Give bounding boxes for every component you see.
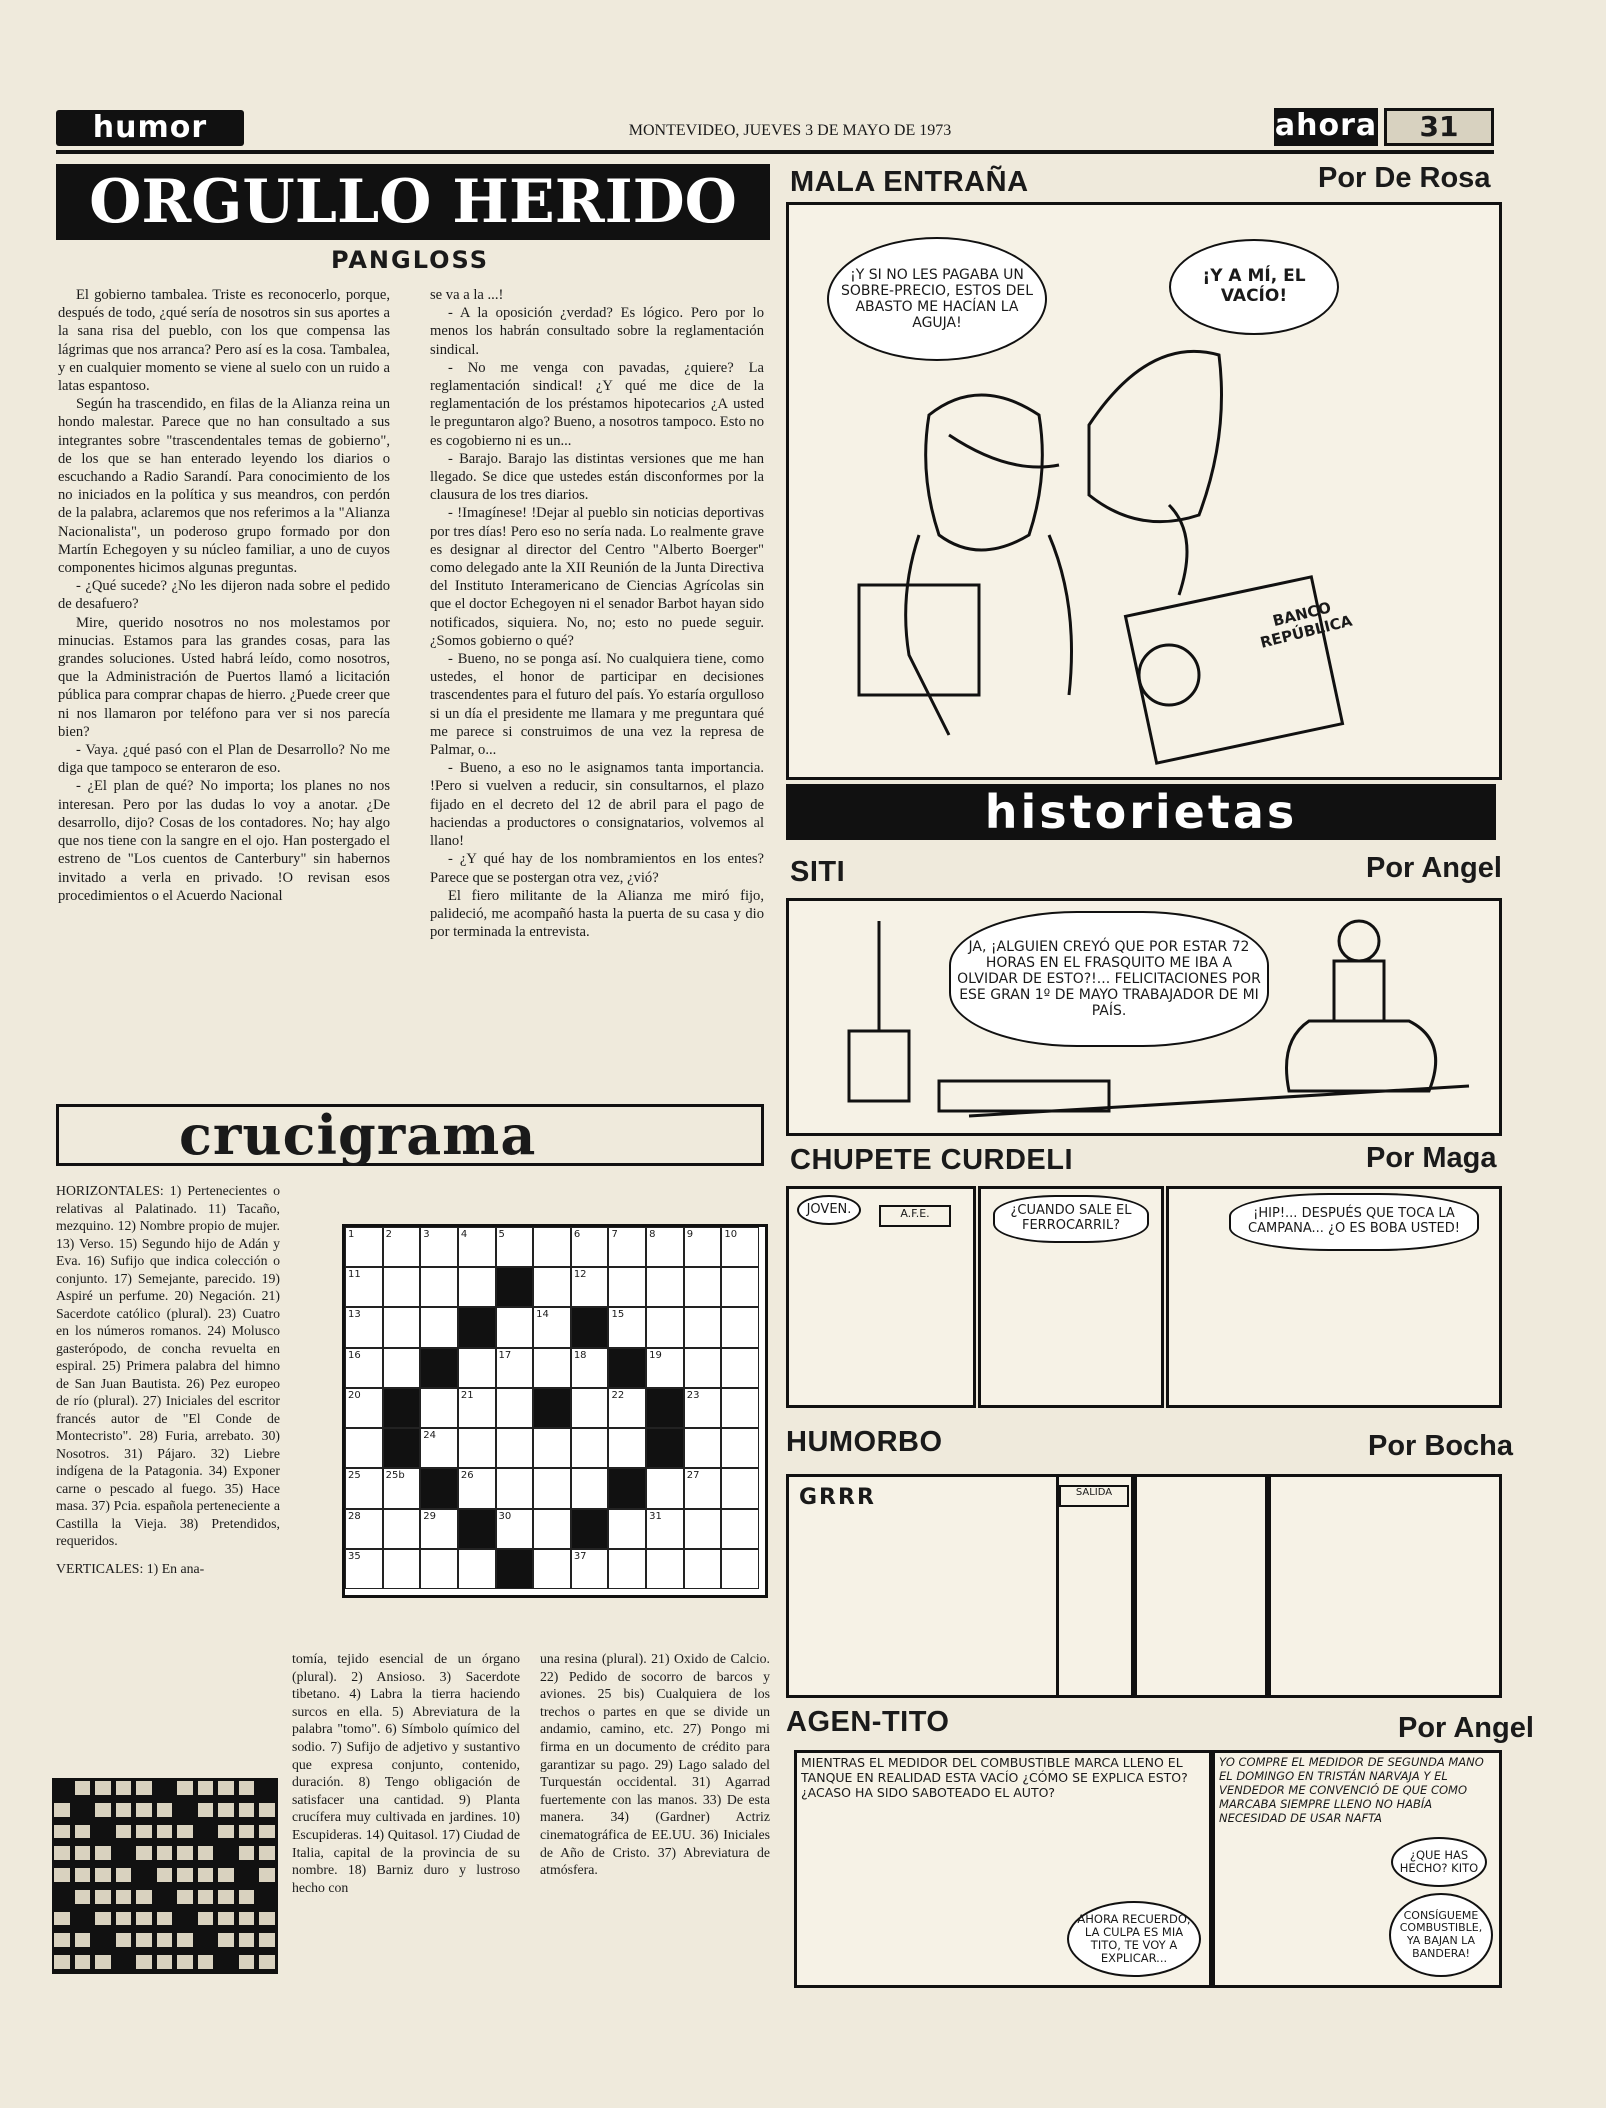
clues-vertical-start: VERTICALES: 1) En ana- <box>56 1560 205 1576</box>
grid-cell[interactable] <box>721 1267 759 1307</box>
solution-cell <box>198 1912 214 1926</box>
grid-cell[interactable]: 10 <box>721 1227 759 1267</box>
grid-cell[interactable] <box>533 1428 571 1468</box>
solution-cell <box>54 1868 70 1882</box>
speech-bubble: JOVEN. <box>797 1195 861 1225</box>
solution-cell <box>259 1912 275 1926</box>
grid-black-cell <box>533 1388 571 1428</box>
article-byline: PANGLOSS <box>330 246 490 274</box>
grid-cell[interactable] <box>420 1549 458 1589</box>
grid-cell[interactable] <box>533 1348 571 1388</box>
grid-black-cell <box>646 1428 684 1468</box>
grid-cell[interactable] <box>684 1509 722 1549</box>
grid-cell[interactable] <box>721 1468 759 1508</box>
solution-cell <box>54 1955 70 1969</box>
solution-cell <box>95 1912 111 1926</box>
solution-cell <box>218 1781 234 1795</box>
comic-panel-1 <box>786 1186 976 1408</box>
solution-cell <box>239 1825 255 1839</box>
comic-panel-4 <box>1268 1474 1502 1698</box>
grid-cell[interactable] <box>721 1388 759 1428</box>
comic-panel-3 <box>1166 1186 1502 1408</box>
solution-cell <box>136 1912 152 1926</box>
grid-cell[interactable] <box>458 1348 496 1388</box>
strip-title-agentito: AGEN-TITO <box>786 1706 950 1738</box>
solution-cell <box>95 1803 111 1817</box>
solution-cell <box>136 1825 152 1839</box>
solution-cell <box>177 1955 193 1969</box>
solution-cell <box>239 1781 255 1795</box>
grid-cell[interactable] <box>458 1428 496 1468</box>
solution-cell <box>116 1890 132 1904</box>
grid-cell[interactable] <box>496 1468 534 1508</box>
grid-cell[interactable] <box>646 1549 684 1589</box>
clues-vertical: una resina (plural). 21) Oxido de Calcio. 22) Pedido de socorro de barcos y aviones. 25 bis) Cualquiera de los trechos o partes en que se divide un andamio, camino, etc. 27) Pongo mi firma en un documento de crédito para garantizar su pago. 29) Lago salado del Turquestán occidental. 31) Agarrad fuertemente con las manos. 33) De esta manera. 34) (Gardner) Actriz cinematográfica de EE.UU. 36) Iniciales de Año de Cristo. 37) Abreviatura de atmósfera. <box>540 1651 770 1878</box>
grid-cell[interactable]: 30 <box>496 1509 534 1549</box>
solution-cell <box>157 1912 173 1926</box>
grid-cell[interactable]: 19 <box>646 1348 684 1388</box>
article-column-1 <box>58 286 390 1086</box>
grid-cell[interactable] <box>496 1388 534 1428</box>
grid-cell[interactable] <box>458 1267 496 1307</box>
article-paragraph: Según ha trascendido, en filas de la Alianza reina un hondo malestar. Parece que no han consultado a sus integrantes sobre "trascendentales temas de gobierno", de los que se han enterado leyendo los diarios o escuchando a Radio Sarandí. Para conocimiento de los no iniciados en la política y sus meandros, con perdón de la palabra, aclaremos que nos referimos a la "Alianza Nacionalista", un poderoso grupo formado por don Martín Echegoyen y su núcleo familiar, a uno de cuyos componentes hicimos algunas preguntas. <box>58 396 390 577</box>
grid-cell[interactable]: 15 <box>608 1307 646 1347</box>
grid-cell[interactable]: 2 <box>383 1227 421 1267</box>
solution-cell <box>95 1890 111 1904</box>
page-number: 31 <box>1384 108 1494 146</box>
solution-cell <box>157 1846 173 1860</box>
grid-cell[interactable]: 21 <box>458 1388 496 1428</box>
grid-black-cell <box>646 1388 684 1428</box>
article-paragraph: - Bueno, a eso no le asignamos tanta importancia. !Pero si vuelven a reducir, sin consultarnos, el plazo fijado en el decreto del 12 de abril para el pago de haciendas a productores o consignatarios, volvemos al llano! <box>430 760 764 850</box>
grid-cell[interactable] <box>383 1509 421 1549</box>
comic-panel-2 <box>978 1186 1164 1408</box>
solution-cell <box>198 1890 214 1904</box>
grid-cell[interactable] <box>533 1267 571 1307</box>
comic-panel-2 <box>1212 1750 1502 1988</box>
header-rule <box>56 150 1494 154</box>
solution-cell <box>259 1803 275 1817</box>
caption-box: MIENTRAS EL MEDIDOR DEL COMBUSTIBLE MARCA LLENO EL TANQUE EN REALIDAD ESTA VACÍO ¿CÓMO SE EXPLICA ESTO? ¿ACASO HA SIDO SABOTEADO EL AUTO? <box>801 1755 1188 1800</box>
speech-bubble: JA, ¡ALGUIEN CREYÓ QUE POR ESTAR 72 HORAS EN EL FRASQUITO ME IBA A OLVIDAR DE ESTO?!... FELICITACIONES POR ESE GRAN 1º DE MAYO TRABAJADOR DE MI PAÍS. <box>949 911 1269 1047</box>
article-paragraph: - A la oposición ¿verdad? Es lógico. Pero por lo menos los habrán consultado sobre la reglamentación sindical. <box>430 305 764 358</box>
solution-cell <box>157 1955 173 1969</box>
strip-author-siti: Por Angel <box>1366 852 1502 884</box>
article-paragraph: - Barajo. Barajo las distintas versiones que me han llegado. Se dice que ustedes están disconformes por la clausura de los tres diarios. <box>430 450 764 504</box>
solution-cell <box>75 1846 91 1860</box>
grid-cell[interactable] <box>533 1227 571 1267</box>
grid-cell[interactable] <box>684 1348 722 1388</box>
solution-cell <box>239 1803 255 1817</box>
solution-cell <box>198 1955 214 1969</box>
article-paragraph: El gobierno tambalea. Triste es reconocerlo, porque, después de todo, ¿qué sería de nosotros sin sus aportes a la sana risa del pueblo, con los que compensa las lágrimas que nos arranca? Pero así es la cosa. Tambalea, y en cualquier momento se viene al suelo con un ruido a latas espantoso. <box>58 287 390 395</box>
article-paragraph: - !Imagínese! !Dejar al pueblo sin noticias deportivas por tres días! Pero eso no sería nada. Lo realmente grave es designar al director del Centro "Alberto Boerger" como delegado ante la XII Reunión de la Junta Directiva del Instituto Interamericano de Ciencias Agrícolas sin que el doctor Echegoyen ni el senador Barbot hayan sido notificados, siquiera. No, no; esto no puede seguir. ¿Somos gobierno o qué? <box>430 505 764 649</box>
solution-cell <box>54 1803 70 1817</box>
solution-cell <box>95 1781 111 1795</box>
solution-cell <box>54 1933 70 1947</box>
solution-cell <box>136 1933 152 1947</box>
grid-cell[interactable] <box>383 1348 421 1388</box>
clues-vertical: tomía, tejido esencial de un órgano (plural). 2) Ansioso. 3) Sacerdote tibetano. 4) Labra la tierra haciendo surcos en ella. 5) Abreviatura de la palabra "tomo". 6) Símbolo químico del sodio. 7) Sufijo de adjetivo y sustantivo que expresa conjunto, contenido, duración. 8) Tengo obligación de satisfacer una cantidad. 9) Planta crucífera muy cultivada en jardines. 10) Escupideras. 14) Quitasol. 17) Ciudad de Italia, capital de la provincia de su nombre. 18) Barniz duro y lustroso hecho con <box>292 1651 520 1895</box>
solution-cell <box>75 1781 91 1795</box>
grid-cell[interactable]: 1 <box>345 1227 383 1267</box>
strip-title-siti: SITI <box>790 856 846 888</box>
cartoon-drawing <box>789 205 1493 771</box>
grid-cell[interactable] <box>721 1428 759 1468</box>
solution-cell <box>157 1825 173 1839</box>
cartoon-drawing <box>789 901 1493 1127</box>
solution-cell <box>177 1868 193 1882</box>
crossword-grid <box>342 1224 768 1598</box>
section-tag: humor <box>56 110 244 146</box>
solution-cell <box>177 1825 193 1839</box>
grid-cell[interactable]: 26 <box>458 1468 496 1508</box>
solution-cell <box>198 1803 214 1817</box>
solution-cell <box>239 1846 255 1860</box>
crossword-verticales-2 <box>540 1650 770 1980</box>
grid-cell[interactable]: 14 <box>533 1307 571 1347</box>
solution-cell <box>75 1825 91 1839</box>
grid-cell[interactable]: 5 <box>496 1227 534 1267</box>
grid-cell[interactable] <box>646 1307 684 1347</box>
solution-cell <box>136 1781 152 1795</box>
speech-bubble: ¡Y A MÍ, EL VACÍO! <box>1169 239 1339 335</box>
caption-box: YO COMPRE EL MEDIDOR DE SEGUNDA MANO EL DOMINGO EN TRISTÁN NARVAJA Y EL VENDEDOR ME CONVENCIÓ DE QUE COMO MARCABA SIEMPRE LLENO NO HABÍA NECESIDAD DE USAR NAFTA <box>1219 1755 1484 1825</box>
station-sign: A.F.E. <box>879 1205 951 1227</box>
grid-cell[interactable]: 24 <box>420 1428 458 1468</box>
grid-cell[interactable] <box>684 1428 722 1468</box>
article-paragraph: - No me venga con pavadas, ¿quiere? La reglamentación sindical! ¿Y qué me dice de la reglamentación de los préstamos hipotecarios ¿A usted le preguntaron algo? Bueno, a nosotros tampoco. Esto no es cogobierno ni es un... <box>430 359 764 449</box>
grid-cell[interactable]: 18 <box>571 1348 609 1388</box>
grid-cell[interactable] <box>721 1549 759 1589</box>
crossword-horizontales <box>56 1182 280 1742</box>
grid-cell[interactable] <box>383 1549 421 1589</box>
strip-title-humorbo: HUMORBO <box>786 1426 943 1458</box>
grid-black-cell <box>420 1348 458 1388</box>
solution-cell <box>157 1803 173 1817</box>
grid-black-cell <box>496 1267 534 1307</box>
grid-black-cell <box>383 1428 421 1468</box>
speech-bubble: ¿CUANDO SALE EL FERROCARRIL? <box>993 1195 1149 1243</box>
grid-cell[interactable]: 16 <box>345 1348 383 1388</box>
grid-cell[interactable] <box>533 1549 571 1589</box>
solution-cell <box>136 1803 152 1817</box>
solution-cell <box>116 1933 132 1947</box>
clues-horizontal: HORIZONTALES: 1) Pertenecientes o relativas al Palatinado. 11) Tacaño, mezquino. 12) Nombre propio de mujer. 13) Verso. 15) Segundo hijo de Adán y Eva. 16) Sufijo que indica colección o conjunto. 17) Semejante, parecido. 19) Aspiré un perfume. 20) Negación. 21) Sacerdote católico (plural). 23) Cuatro en los números romanos. 24) Molusco gasterópodo, de concha revuelta en espiral. 25) Primera palabra del himno de San Juan Bautista. 26) Pez europeo de río (plural). 27) Iniciales del escritor francés autor de "El Conde de Montecristo". 28) Furia, arrebato. 30) Nosotros. 31) Pájaro. 32) Liebre indígena de la Patagonia. 34) Exponer carne o pescado al fuego. 35) Hace masa. 37) Pcia. española perteneciente a Castilla la Vieja. 38) Pretendidos, requeridos. <box>56 1183 280 1548</box>
grid-cell[interactable]: 35 <box>345 1549 383 1589</box>
grid-cell[interactable] <box>383 1307 421 1347</box>
solution-cell <box>75 1955 91 1969</box>
box-label: BANCO REPÚBLICA <box>1258 598 1355 652</box>
strip-author-chupete: Por Maga <box>1366 1142 1497 1174</box>
solution-cell <box>116 1868 132 1882</box>
article-column-2 <box>430 286 764 1086</box>
grid-cell[interactable]: 7 <box>608 1227 646 1267</box>
grid-cell[interactable] <box>608 1509 646 1549</box>
solution-cell <box>54 1825 70 1839</box>
strip-author-humorbo: Por Bocha <box>1368 1430 1514 1462</box>
solution-cell <box>198 1781 214 1795</box>
grid-cell[interactable] <box>420 1267 458 1307</box>
speech-bubble: AHORA RECUERDO, LA CULPA ES MIA TITO, TE VOY A EXPLICAR... <box>1067 1901 1201 1977</box>
solution-cell <box>218 1890 234 1904</box>
grid-cell[interactable]: 3 <box>420 1227 458 1267</box>
grid-cell[interactable]: 9 <box>684 1227 722 1267</box>
grid-cell[interactable] <box>496 1428 534 1468</box>
grid-cell[interactable] <box>345 1428 383 1468</box>
grid-cell[interactable]: 11 <box>345 1267 383 1307</box>
grid-cell[interactable] <box>646 1468 684 1508</box>
grid-cell[interactable] <box>721 1348 759 1388</box>
grid-cell[interactable] <box>571 1468 609 1508</box>
exit-sign: SALIDA <box>1059 1485 1129 1507</box>
solution-cell <box>218 1868 234 1882</box>
speech-bubble: ¿QUE HAS HECHO? KITO <box>1391 1837 1487 1887</box>
growl-text: GRRR <box>799 1485 876 1510</box>
solution-cell <box>198 1868 214 1882</box>
strip-author-mala-entrana: Por De Rosa <box>1318 162 1491 194</box>
article-title: ORGULLO HERIDO <box>56 164 770 240</box>
article-paragraph: Mire, querido nosotros no nos molestamos por minucias. Estamos para las grandes cosas, para las grandes soluciones. Usted habrá leído, como nosotros, que la Administración de Puertos llamó a licitación pública para comprar chapas de hierro. ¿Puede creer que ni nos llamaron por teléfono para ver si nos parecía bien? <box>58 614 390 740</box>
solution-cell <box>177 1781 193 1795</box>
grid-cell[interactable] <box>721 1307 759 1347</box>
grid-black-cell <box>420 1468 458 1508</box>
grid-cell[interactable] <box>420 1307 458 1347</box>
grid-cell[interactable] <box>383 1267 421 1307</box>
article-paragraph: El fiero militante de la Alianza me miró fijo, palideció, me acompañó hasta la puerta de su casa y dio por terminada la entrevista. <box>430 887 764 941</box>
cartoon-panel-mala-entrana <box>786 202 1502 780</box>
solution-cell <box>198 1846 214 1860</box>
article-paragraph: - ¿Qué sucede? ¿No les dijeron nada sobre el pedido de desafuero? <box>58 578 390 613</box>
grid-cell[interactable]: 12 <box>571 1267 609 1307</box>
solution-cell <box>75 1868 91 1882</box>
solution-cell <box>177 1846 193 1860</box>
solution-cell <box>95 1868 111 1882</box>
grid-cell[interactable] <box>533 1468 571 1508</box>
solution-cell <box>157 1933 173 1947</box>
cartoon-panel-siti <box>786 898 1502 1136</box>
grid-cell[interactable]: 31 <box>646 1509 684 1549</box>
strip-title-chupete: CHUPETE CURDELI <box>790 1144 1074 1176</box>
grid-cell[interactable] <box>496 1307 534 1347</box>
solution-cell <box>239 1890 255 1904</box>
strip-title-mala-entrana: MALA ENTRAÑA <box>790 166 1029 198</box>
solution-cell <box>177 1933 193 1947</box>
speech-bubble: ¡Y SI NO LES PAGABA UN SOBRE-PRECIO, ESTOS DEL ABASTO ME HACÍAN LA AGUJA! <box>827 237 1047 361</box>
solution-cell <box>218 1803 234 1817</box>
dateline: MONTEVIDEO, JUEVES 3 DE MAYO DE 1973 <box>628 122 952 139</box>
solution-cell <box>239 1955 255 1969</box>
speech-bubble: CONSÍGUEME COMBUSTIBLE, YA BAJAN LA BANDERA! <box>1389 1893 1493 1977</box>
solution-cell <box>54 1912 70 1926</box>
grid-cell[interactable]: 27 <box>684 1468 722 1508</box>
crossword-title-box <box>56 1104 764 1166</box>
solution-cell <box>259 1933 275 1947</box>
solution-cell <box>95 1955 111 1969</box>
grid-cell[interactable]: 17 <box>496 1348 534 1388</box>
grid-cell[interactable]: 23 <box>684 1388 722 1428</box>
comic-panel-1 <box>794 1750 1212 1988</box>
grid-cell[interactable]: 8 <box>646 1227 684 1267</box>
grid-cell[interactable]: 28 <box>345 1509 383 1549</box>
article-paragraph: - Bueno, no se ponga así. No cualquiera tiene, como ustedes, el honor de participar en decisiones trascendentes para el futuro del país. Yo estaría orgulloso si un día el presidente me llamara y me preguntara qué me parece si construimos de una vez la represa de Palmar, o... <box>430 651 764 759</box>
solution-cell <box>259 1825 275 1839</box>
paper-name: ahora <box>1274 108 1378 146</box>
solution-cell <box>136 1890 152 1904</box>
solution-cell <box>239 1933 255 1947</box>
grid-cell[interactable]: 13 <box>345 1307 383 1347</box>
grid-cell[interactable] <box>646 1267 684 1307</box>
solution-cell <box>218 1933 234 1947</box>
grid-cell[interactable]: 20 <box>345 1388 383 1428</box>
solution-cell <box>259 1868 275 1882</box>
grid-black-cell <box>608 1348 646 1388</box>
grid-cell[interactable]: 4 <box>458 1227 496 1267</box>
grid-cell[interactable]: 25 <box>345 1468 383 1508</box>
solution-cell <box>218 1825 234 1839</box>
previous-solution-grid <box>52 1778 278 1974</box>
grid-cell[interactable]: 6 <box>571 1227 609 1267</box>
grid-cell[interactable] <box>571 1388 609 1428</box>
article-paragraph: - Vaya. ¿qué pasó con el Plan de Desarrollo? No me diga que tampoco se enteraron de eso. <box>58 742 390 777</box>
solution-cell <box>95 1846 111 1860</box>
solution-cell <box>239 1912 255 1926</box>
crossword-title: crucigrama <box>179 1103 537 1167</box>
strip-author-agentito: Por Angel <box>1398 1712 1534 1744</box>
grid-cell[interactable]: 37 <box>571 1549 609 1589</box>
grid-cell[interactable] <box>608 1428 646 1468</box>
grid-cell[interactable] <box>533 1509 571 1549</box>
solution-cell <box>116 1912 132 1926</box>
grid-cell[interactable]: 29 <box>420 1509 458 1549</box>
grid-black-cell <box>458 1509 496 1549</box>
solution-cell <box>157 1868 173 1882</box>
grid-cell[interactable]: 22 <box>608 1388 646 1428</box>
solution-cell <box>75 1890 91 1904</box>
grid-cell[interactable] <box>684 1267 722 1307</box>
solution-cell <box>259 1846 275 1860</box>
grid-cell[interactable] <box>608 1549 646 1589</box>
grid-cell[interactable]: 25b <box>383 1468 421 1508</box>
grid-cell[interactable] <box>571 1428 609 1468</box>
solution-cell <box>54 1846 70 1860</box>
crossword-verticales-1 <box>292 1650 520 1980</box>
grid-black-cell <box>496 1549 534 1589</box>
article-paragraph: - ¿El plan de qué? No importa; los planes no nos interesan. Pero por las dudas lo voy a anotar. ¿De desarrollo, dijo? Cosas de los contadores. No; hay algo que nos tiene con la sangre en el ojo. Han postergado el estreno de "Los cuentos de Canterbury" sin habernos invitado a verla en privado. !O revisan esos procedimientos o el Acuerdo Nacional <box>58 778 390 904</box>
solution-cell <box>75 1933 91 1947</box>
speech-bubble: ¡HIP!... DESPUÉS QUE TOCA LA CAMPANA... ¿O ES BOBA USTED! <box>1229 1193 1479 1251</box>
grid-cell[interactable] <box>721 1509 759 1549</box>
grid-black-cell <box>571 1307 609 1347</box>
article-paragraph: - ¿Y qué hay de los nombramientos en los entes? Parece que se postergan otra vez, ¿vió? <box>430 851 764 886</box>
solution-cell <box>218 1912 234 1926</box>
solution-cell <box>177 1890 193 1904</box>
comic-panel-3 <box>1134 1474 1268 1698</box>
grid-black-cell <box>383 1388 421 1428</box>
grid-cell[interactable] <box>684 1307 722 1347</box>
grid-cell[interactable] <box>684 1549 722 1589</box>
comic-panel-2 <box>1056 1474 1134 1698</box>
article-paragraph: se va a la ...! <box>430 287 504 303</box>
grid-black-cell <box>458 1307 496 1347</box>
solution-cell <box>116 1825 132 1839</box>
historietas-banner: historietas <box>786 784 1496 840</box>
grid-cell[interactable] <box>608 1267 646 1307</box>
solution-cell <box>116 1803 132 1817</box>
solution-cell <box>136 1846 152 1860</box>
solution-cell <box>259 1955 275 1969</box>
grid-cell[interactable] <box>420 1388 458 1428</box>
solution-cell <box>116 1781 132 1795</box>
solution-cell <box>136 1955 152 1969</box>
grid-black-cell <box>608 1468 646 1508</box>
grid-black-cell <box>571 1509 609 1549</box>
grid-cell[interactable] <box>458 1549 496 1589</box>
